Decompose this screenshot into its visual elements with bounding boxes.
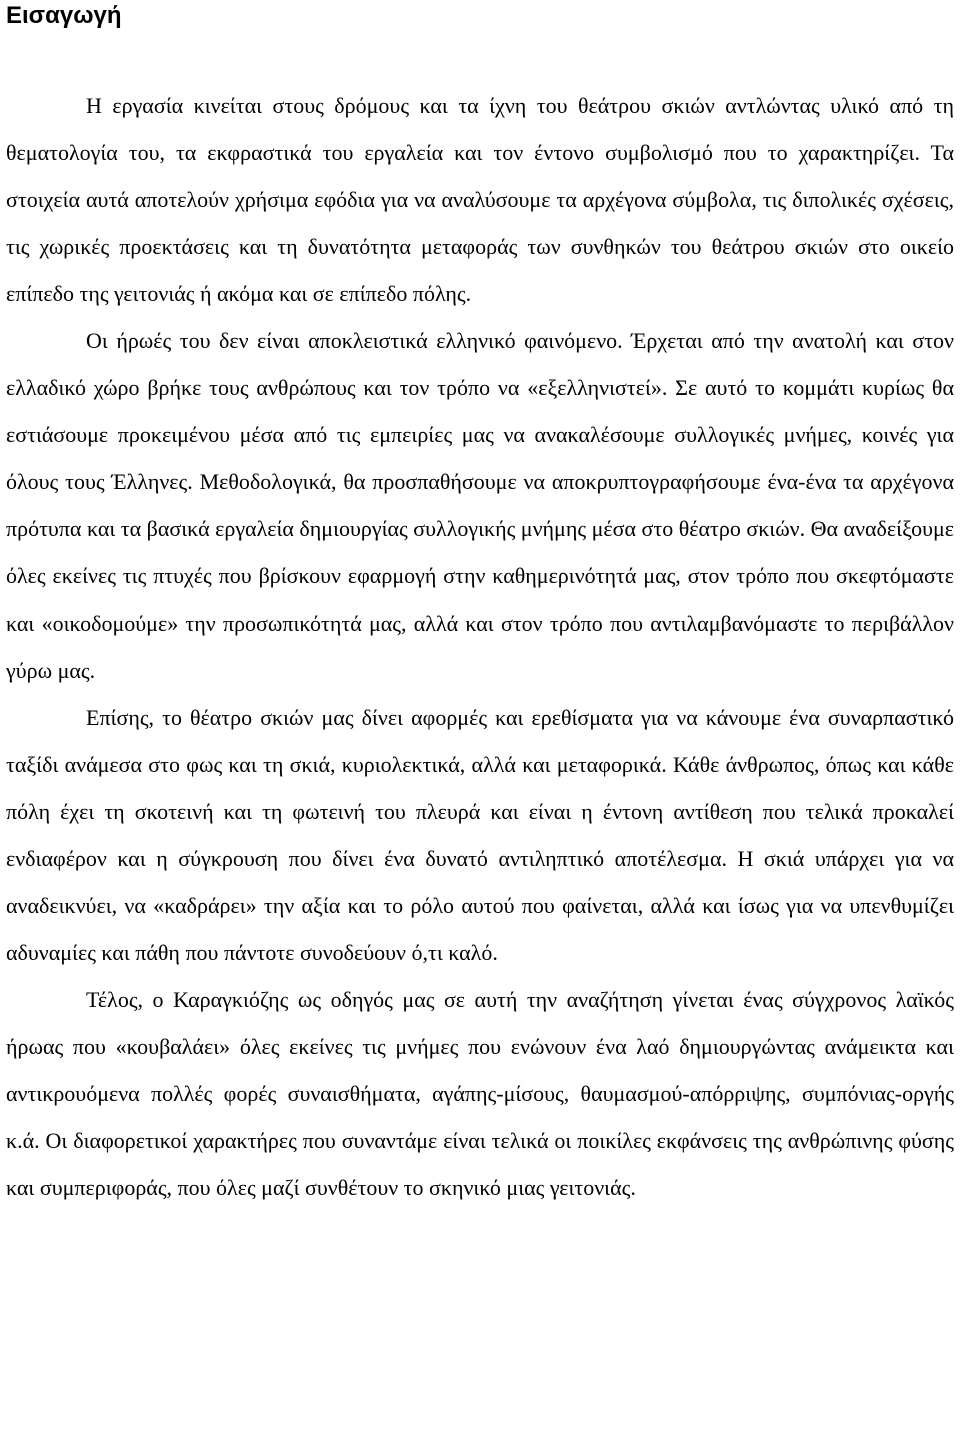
paragraph-karagiozis: Τέλος, ο Καραγκιόζης ως οδηγός μας σε αυτή την αναζήτηση γίνεται ένας σύγχρονος λαϊκός ήρωας που «κουβαλάει» όλες εκείνες τις μνήμες που ενώνουν ένα λαό δημιουργώντας ανάμεικτα και αντικρουόμενα πολλές φορές συναισθήματα, αγάπης-μίσους, θαυμασμού-απόρριψης, συμπόνιας-οργής κ.ά. Οι διαφορετικοί χαρακτήρες που συναντάμε είναι τελικά οι ποικίλες εκφάνσεις της ανθρώπινης φύσης και συμπεριφοράς, που όλες μαζί συνθέτουν το σκηνικό μιας γειτονιάς.	[6, 986, 954, 1201]
paragraph-light-shadow: Επίσης, το θέατρο σκιών μας δίνει αφορμές και ερεθίσματα για να κάνουμε ένα συναρπαστικό ταξίδι ανάμεσα στο φως και τη σκιά, κυριολεκτικά, αλλά και μεταφορικά. Κάθε άνθρωπος, όπως και κάθε πόλη έχει τη σκοτεινή και τη φωτεινή του πλευρά και είναι η έντονη αντίθεση που τελικά προκαλεί ενδιαφέρον και η σύγκρουση που δίνει ένα δυνατό αντιληπτικό αποτέλεσμα. Η σκιά υπάρχει για να αναδεικνύει, να «καδράρει» την αξία και το ρόλο αυτού που φαίνεται, αλλά και ίσως για να υπενθυμίζει αδυναμίες και πάθη που πάντοτε συνοδεύουν ό,τι καλό.	[6, 704, 954, 965]
paragraph-heroes: Οι ήρωές του δεν είναι αποκλειστικά ελληνικό φαινόμενο. Έρχεται από την ανατολή και στον ελλαδικό χώρο βρήκε τους ανθρώπους και τον τρόπο να «εξελληνιστεί». Σε αυτό το κομμάτι κυρίως θα εστιάσουμε προκειμένου μέσα από τις εμπειρίες μας να ανακαλέσουμε συλλογικές μνήμες, κοινές για όλους τους Έλληνες. Μεθοδολογικά, θα προσπαθήσουμε να αποκρυπτογραφήσουμε ένα-ένα τα αρχέγονα πρότυπα και τα βασικά εργαλεία δημιουργίας συλλογικής μνήμης μέσα στο θέατρο σκιών. Θα αναδείξουμε όλες εκείνες τις πτυχές που βρίσκουν εφαρμογή στην καθημερινότητά μας, στον τρόπο που σκεφτόμαστε και «οικοδομούμε» την προσωπικότητά μας, αλλά και στον τρόπο που αντιλαμβανόμαστε το περιβάλλον γύρω μας.	[6, 328, 954, 683]
document-body	[6, 82, 954, 1211]
page-title: Εισαγωγή	[6, 2, 122, 29]
paragraph-intro: Η εργασία κινείται στους δρόμους και τα ίχνη του θεάτρου σκιών αντλώντας υλικό από τη θεματολογία του, τα εκφραστικά του εργαλεία και τον έντονο συμβολισμό που το χαρακτηρίζει. Τα στοιχεία αυτά αποτελούν χρήσιμα εφόδια για να αναλύσουμε τα αρχέγονα σύμβολα, τις διπολικές σχέσεις, τις χωρικές προεκτάσεις και τη δυνατότητα μεταφοράς των συνθηκών του θεάτρου σκιών στο οικείο επίπεδο της γειτονιάς ή ακόμα και σε επίπεδο πόλης.	[6, 93, 954, 307]
